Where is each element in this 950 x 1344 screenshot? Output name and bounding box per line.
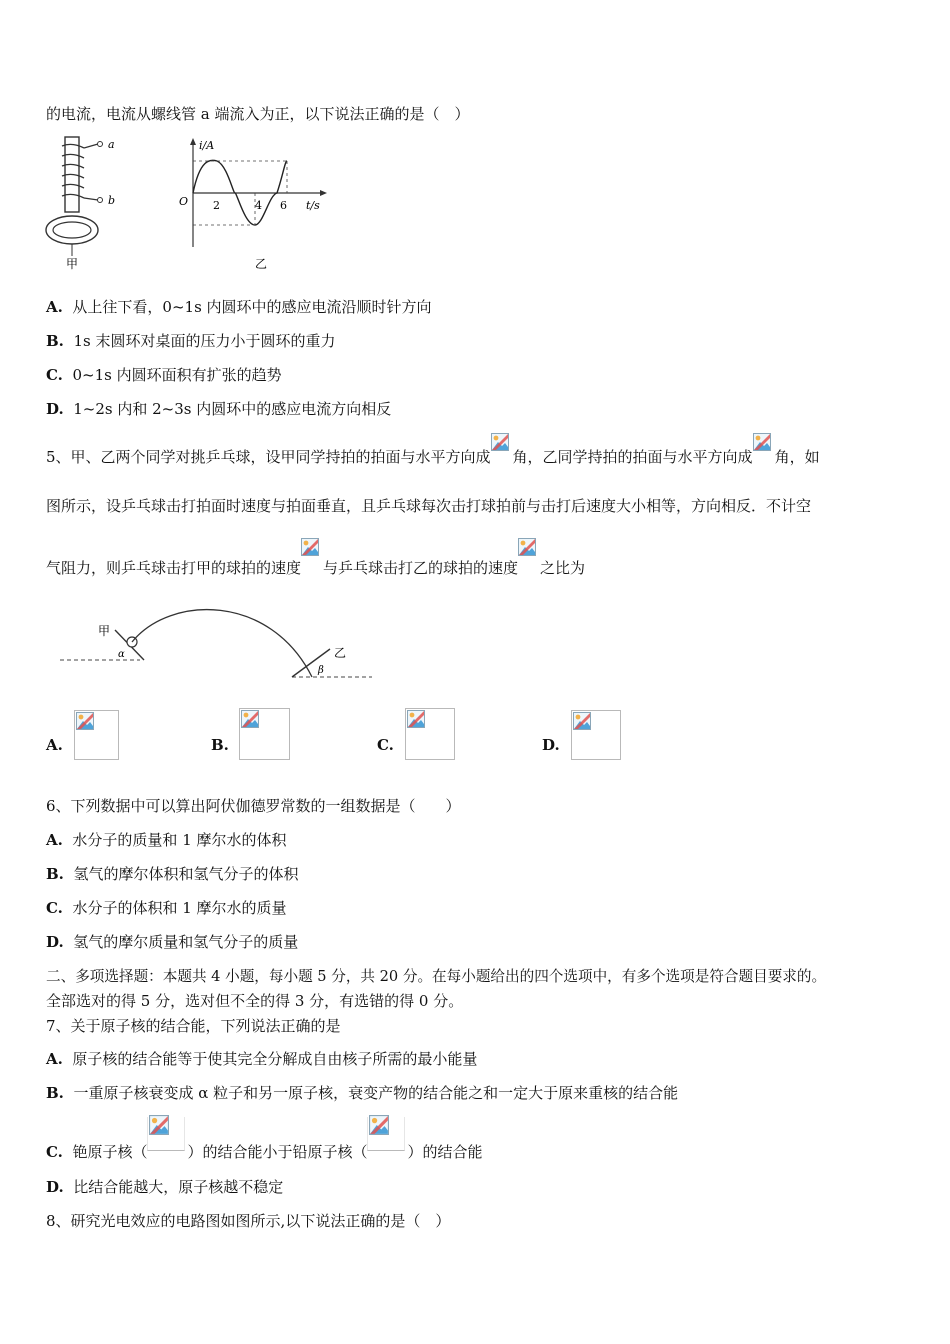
- q4-option-d: D. 1~2s 内和 2~3s 内圆环中的感应电流方向相反: [46, 400, 392, 418]
- trajectory: [132, 610, 312, 677]
- q5-option-a-label: A.: [46, 736, 63, 754]
- lead-image: [367, 1129, 407, 1165]
- caption-yi: 乙: [255, 257, 268, 271]
- q5-line1: 5、甲、乙两个同学对挑乒乓球，设甲同学持拍的拍面与水平方向成 角，乙同学持拍的拍面与水平方向成 角，如: [46, 445, 820, 467]
- q6-option-b: B. 氢气的摩尔体积和氢气分子的体积: [46, 865, 299, 883]
- tick-6: 6: [280, 199, 287, 212]
- q5-line2: 图所示，设乒乓球击打拍面时速度与拍面垂直，且乒乓球每次击打球拍前与击打后速度大小相等，方向相反．不计空: [46, 497, 812, 515]
- q5-option-a-image: [74, 710, 119, 760]
- q5-line3: 气阻力，则乒乓球击打甲的球拍的速度 与乒乓球击打乙的球拍的速度 之比为: [46, 556, 585, 578]
- q4-stem: 的电流，电流从螺线管 a 端流入为正，以下说法正确的是（ ）: [46, 105, 470, 123]
- section2-line2: 全部选对的得 5 分，选对但不全的得 3 分，有选错的得 0 分。: [46, 992, 464, 1010]
- q8-stem: 8、研究光电效应的电路图如图所示,以下说法正确的是（ ）: [46, 1212, 451, 1230]
- q5-option-d-image: [571, 710, 621, 760]
- caption-jia: 甲: [66, 257, 79, 271]
- label-b: b: [108, 194, 116, 207]
- solenoid-figure: [40, 132, 140, 272]
- q6-stem: 6、下列数据中可以算出阿伏伽德罗常数的一组数据是（ ）: [46, 797, 461, 815]
- q7-option-d: D. 比结合能越大，原子核越不稳定: [46, 1178, 284, 1196]
- terminal-b: [98, 198, 103, 203]
- q6-option-c: C. 水分子的体积和 1 摩尔水的质量: [46, 899, 287, 917]
- q7-option-c: C. 铯原子核（ ）的结合能小于铅原子核（ ）的结合能: [46, 1129, 483, 1165]
- origin-label: O: [179, 195, 189, 208]
- q4-option-a: A. 从上往下看，0~1s 内圆环中的感应电流沿顺时针方向: [46, 298, 432, 316]
- label-beta: β: [318, 665, 324, 676]
- q4-option-b: B. 1s 末圆环对桌面的压力小于圆环的重力: [46, 332, 336, 350]
- q6-option-d: D. 氢气的摩尔质量和氢气分子的质量: [46, 933, 299, 951]
- label-alpha: α: [118, 649, 125, 660]
- ring-outer: [46, 216, 98, 244]
- cesium-image: [147, 1129, 187, 1165]
- label-jia: 甲: [98, 624, 111, 638]
- q6-option-a: A. 水分子的质量和 1 摩尔水的体积: [46, 831, 287, 849]
- label-yi: 乙: [334, 646, 347, 660]
- q5-option-b-label: B.: [211, 736, 229, 754]
- alpha-image-icon: [491, 445, 513, 465]
- q5-option-c-label: C.: [377, 736, 394, 754]
- label-a: a: [108, 138, 115, 151]
- section2-line1: 二、多项选择题：本题共 4 小题，每小题 5 分，共 20 分。在每小题给出的四个选项中，有多个选项是符合题目要求的。: [46, 968, 827, 985]
- pingpong-figure: [60, 605, 380, 685]
- q5-option-d-label: D.: [542, 736, 560, 754]
- q5-option-c-image: [405, 708, 455, 760]
- q7-option-a: A. 原子核的结合能等于使其完全分解成自由核子所需的最小能量: [46, 1050, 478, 1068]
- v2-image-icon: [518, 556, 540, 576]
- q4-option-c: C. 0~1s 内圆环面积有扩张的趋势: [46, 366, 282, 384]
- tick-4: 4: [255, 199, 262, 212]
- q5-option-b-image: [239, 708, 290, 760]
- ring-inner: [53, 222, 91, 238]
- x-label: t/s: [306, 199, 320, 212]
- y-label: i/A: [199, 139, 215, 152]
- q7-option-b: B. 一重原子核衰变成 α 粒子和另一原子核，衰变产物的结合能之和一定大于原来重核的结合能: [46, 1084, 679, 1102]
- current-graph: [175, 135, 335, 275]
- beta-image-icon: [753, 445, 775, 465]
- terminal-a: [98, 142, 103, 147]
- tick-2: 2: [213, 199, 220, 212]
- v1-image-icon: [301, 556, 323, 576]
- q7-stem: 7、关于原子核的结合能，下列说法正确的是: [46, 1017, 341, 1035]
